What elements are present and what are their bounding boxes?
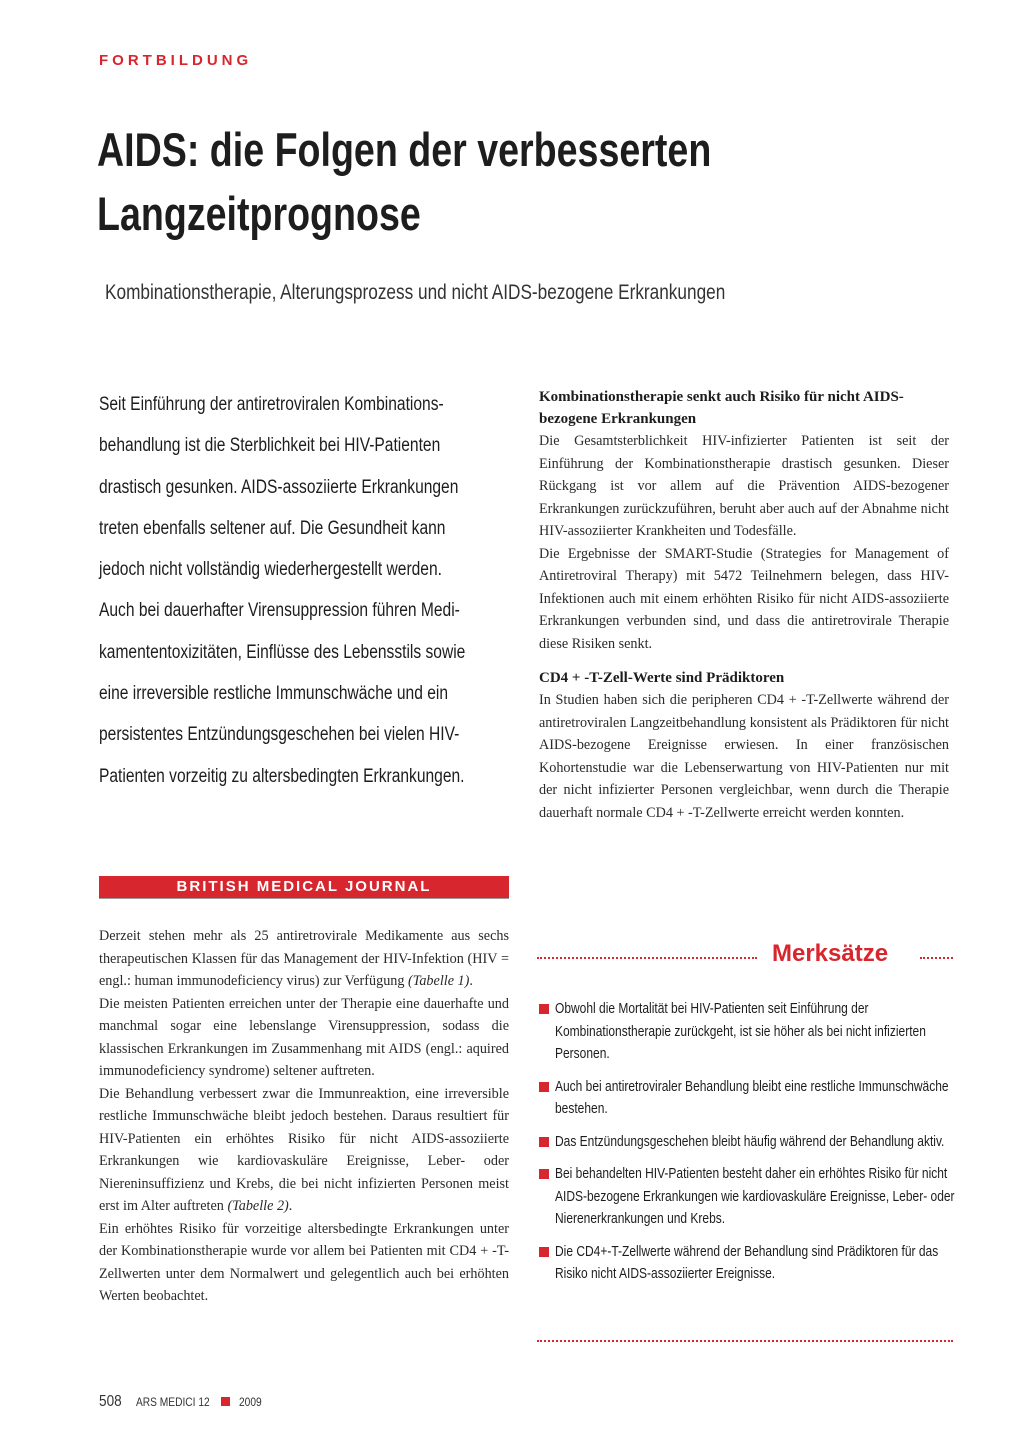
lead-line: drastisch gesunken. AIDS-assoziierte Erkrankungen	[99, 476, 459, 498]
right-column	[539, 386, 949, 824]
square-bullet-icon	[539, 1169, 549, 1179]
square-bullet-icon	[539, 1247, 549, 1257]
key-point-item	[539, 1076, 1024, 1121]
journal-name: ARS MEDICI 12	[136, 1395, 210, 1409]
body-paragraph	[99, 1218, 509, 1308]
square-separator-icon	[221, 1397, 230, 1406]
table-reference-link[interactable]: (Tabelle 1)	[408, 973, 470, 989]
dotted-divider	[920, 957, 953, 959]
left-column	[99, 925, 509, 1308]
key-point-text: Obwohl die Mortalität bei HIV-Patienten seit Einführung der Kombinationstherapie zurückgeht, ist sie höher als bei nicht infizierten Personen.	[555, 1000, 926, 1062]
square-bullet-icon	[539, 1082, 549, 1092]
key-point-item	[539, 1241, 1024, 1286]
page-footer	[99, 1393, 265, 1411]
lead-line: persistentes Entzündungsgeschehen bei vielen HIV-	[99, 724, 460, 746]
divider	[99, 898, 509, 899]
journal-year: 2009	[238, 1395, 262, 1409]
key-point-item	[539, 1131, 1024, 1154]
body-paragraph	[99, 1083, 509, 1218]
key-point-item	[539, 998, 1024, 1066]
paragraph-text: Die meisten Patienten erreichen unter der Therapie eine dauerhafte und manchmal sogar eine lebenslange Virensuppression, sodass die klassischen Erkrankungen im Zusammenhang mit AIDS (engl.: aquired immunodeficiency syndrome) seltener auftreten.	[99, 995, 509, 1079]
dotted-divider	[537, 957, 757, 959]
paragraph-text: Derzeit stehen mehr als 25 antiretrovirale Medikamente aus sechs therapeutischen Klassen für das Management der HIV-Infektion (HIV = engl.: human immunodeficiency virus) zur Verfügung	[99, 928, 509, 989]
key-points-title: Merksätze	[772, 940, 889, 967]
key-point-item	[539, 1163, 1024, 1231]
paragraph-tail: .	[469, 973, 473, 989]
key-point-text: Das Entzündungsgeschehen bleibt häufig während der Behandlung aktiv.	[555, 1132, 945, 1150]
lead-line: kamententoxizitäten, Einflüsse des Lebensstils sowie	[99, 641, 466, 663]
lead-line: jedoch nicht vollständig wiederhergestellt werden.	[99, 559, 442, 581]
title-line: AIDS: die Folgen der verbesserten	[97, 123, 712, 176]
section-tag: FORTBILDUNG	[99, 52, 253, 69]
lead-line: behandlung ist die Sterblichkeit bei HIV-Patienten	[99, 435, 441, 457]
dotted-divider	[537, 1340, 953, 1342]
section-heading: CD4 + -T-Zell-Werte sind Prädiktoren	[539, 670, 785, 686]
body-paragraph	[99, 925, 509, 993]
body-paragraph	[99, 993, 509, 1083]
article-subtitle: Kombinationstherapie, Alterungsprozess und nicht AIDS-bezogene Erkrankungen	[105, 281, 726, 304]
lead-line: Patienten vorzeitig zu altersbedingten Erkrankungen.	[99, 765, 465, 787]
lead-line: treten ebenfalls seltener auf. Die Gesundheit kann	[99, 517, 446, 539]
table-reference-link[interactable]: (Tabelle 2)	[227, 1198, 289, 1214]
article-title	[97, 118, 737, 246]
page-number: 508	[99, 1393, 122, 1410]
paragraph-tail: .	[288, 1198, 293, 1214]
key-point-text: Auch bei antiretroviraler Behandlung bleibt eine restliche Immunschwäche bestehen.	[555, 1077, 949, 1117]
body-paragraph: In Studien haben sich die peripheren CD4 + -T-Zellwerte während der antiretroviralen Langzeitbehandlung konsistent als Prädiktoren für nicht AIDS-bezogene Ereignisse erwiesen. In einer französischen Kohortenstudie war die Lebenserwartung von HIV-Patienten nur mit der nicht infizierter Personen vergleichbar, wenn durch die Therapie dauerhaft normale CD4 + -T-Zellwerte erreicht werden konnten.	[539, 692, 949, 821]
title-line: Langzeitprognose	[97, 187, 421, 240]
section-heading: Kombinationstherapie senkt auch Risiko für nicht AIDS-bezogene Erkrankungen	[539, 389, 904, 427]
lead-paragraph	[99, 384, 509, 797]
lead-line: eine irreversible restliche Immunschwäche und ein	[99, 683, 448, 705]
paragraph-text: Ein erhöhtes Risiko für vorzeitige altersbedingte Erkrankungen unter der Kombinationstherapie wurde vor allem bei Patienten mit CD4 + -T-Zellwerten unter dem Normalwert und gelegentlich auch bei erhöhten Werten beobachtet.	[99, 1220, 509, 1304]
key-point-text: Die CD4+-T-Zellwerte während der Behandlung sind Prädiktoren für das Risiko nicht AIDS-assoziierter Ereignisse.	[555, 1242, 939, 1282]
key-points-list	[539, 998, 1024, 1296]
lead-line: Auch bei dauerhafter Virensuppression führen Medi-	[99, 600, 460, 622]
source-box: BRITISH MEDICAL JOURNAL	[99, 876, 509, 898]
lead-line: Seit Einführung der antiretroviralen Kombinations-	[99, 394, 444, 415]
body-paragraph: Die Ergebnisse der SMART-Studie (Strategies for Management of Antiretroviral Therapy) mit 5472 Teilnehmern belegen, dass HIV-Infektionen auch mit einem erhöhten Risiko für nicht AIDS-assoziierte Erkrankungen verbunden sind, und dass die antiretrovirale Therapie diese Risiken senkt.	[539, 545, 949, 652]
paragraph-text: Die Behandlung verbessert zwar die Immunreaktion, eine irreversible restliche Immunschwäche bleibt jedoch bestehen. Daraus resultiert für HIV-Patienten ein erhöhtes Risiko für nicht AIDS-assoziierte Erkrankungen wie kardiovaskuläre Ereignisse, Leber- oder Niereninsuffizienz und Krebs, die bei nicht infizierten Personen meist erst im Alter auftreten	[99, 1085, 509, 1214]
key-point-text: Bei behandelten HIV-Patienten besteht daher ein erhöhtes Risiko für nicht AIDS-bezogene Erkrankungen wie kardiovaskuläre Ereignisse, Leber- oder Nierenerkrankungen und Krebs.	[555, 1165, 955, 1227]
square-bullet-icon	[539, 1137, 549, 1147]
square-bullet-icon	[539, 1004, 549, 1014]
body-paragraph: Die Gesamtsterblichkeit HIV-infizierter Patienten ist seit der Einführung der Kombinationstherapie drastisch gesunken. Dieser Rückgang ist vor allem auf die Prävention AIDS-bezogener Erkrankungen zurückzuführen, beruht aber auch auf der Abnahme nicht HIV-assoziierter Krankheiten und Todesfälle.	[539, 433, 949, 539]
